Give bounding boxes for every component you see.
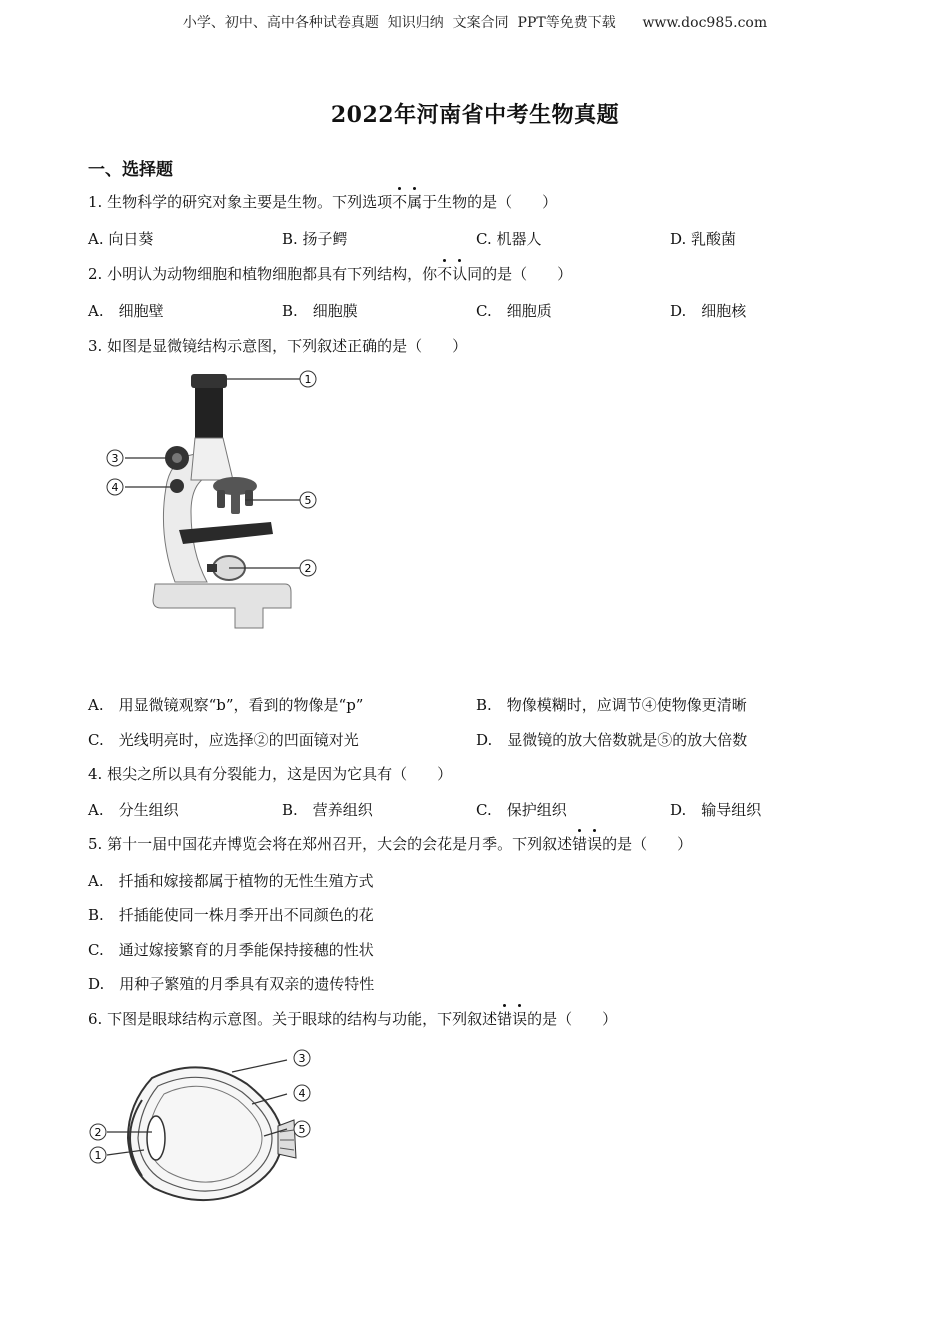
question-1-stem [88, 191, 557, 212]
question-5-option-c: C. 通过嫁接繁育的月季能保持接穗的性状 [88, 941, 374, 959]
question-6-stem [88, 1008, 617, 1029]
emphasis-char: 误 [512, 1010, 528, 1028]
question-1-option-b: B. 扬子鳄 [282, 230, 348, 248]
label-1 [90, 1147, 106, 1163]
emphasis-char: 认 [452, 265, 468, 283]
question-2-text-end: 同的是（ ） [467, 265, 573, 283]
emphasis-char: 不 [392, 193, 408, 211]
label-3 [294, 1050, 310, 1066]
question-5-stem [88, 833, 692, 854]
emphasis-char: 错 [572, 835, 588, 853]
question-2-text: 2. 小明认为动物细胞和植物细胞都具有下列结构，你 [88, 265, 438, 283]
svg-text:5: 5 [304, 494, 312, 507]
question-3-stem: 3. 如图是显微镜结构示意图，下列叙述正确的是（ ） [88, 337, 468, 355]
question-2-option-d: D. 细胞核 [670, 302, 747, 320]
svg-text:1: 1 [304, 373, 312, 386]
eyeball-diagram [82, 1042, 322, 1212]
question-2-option-b: B. 细胞膜 [282, 302, 358, 320]
svg-text:2: 2 [94, 1126, 102, 1139]
question-1-option-c: C. 机器人 [476, 230, 542, 248]
label-2 [90, 1124, 106, 1140]
microscope-diagram [95, 362, 335, 642]
question-4-option-d: D. 输导组织 [670, 801, 762, 819]
emphasis-char: 错 [497, 1010, 513, 1028]
label-3 [107, 450, 123, 466]
label-4 [294, 1085, 310, 1101]
question-2-stem [88, 263, 572, 284]
emphasis-char: 属 [407, 193, 423, 211]
svg-text:2: 2 [304, 562, 312, 575]
question-6-text-end: 的是（ ） [527, 1010, 618, 1028]
question-4-stem: 4. 根尖之所以具有分裂能力，这是因为它具有（ ） [88, 765, 453, 783]
svg-text:4: 4 [111, 481, 119, 494]
question-6-text: 6. 下图是眼球结构示意图。关于眼球的结构与功能，下列叙述 [88, 1010, 498, 1028]
label-1 [300, 371, 316, 387]
section-heading: 一、选择题 [88, 160, 173, 180]
label-5 [294, 1121, 310, 1137]
svg-text:1: 1 [94, 1149, 102, 1162]
question-3-option-b: B. 物像模糊时，应调节④使物像更清晰 [476, 696, 747, 714]
question-4-option-c: C. 保护组织 [476, 801, 567, 819]
label-4 [107, 479, 123, 495]
emphasis-char: 不 [437, 265, 453, 283]
question-3-option-d: D. 显微镜的放大倍数就是⑤的放大倍数 [476, 731, 748, 749]
svg-text:3: 3 [298, 1052, 306, 1065]
question-4-option-a: A. 分生组织 [88, 801, 179, 819]
question-5-option-d: D. 用种子繁殖的月季具有双亲的遗传特性 [88, 975, 375, 993]
page-title: 2022年河南省中考生物真题 [330, 102, 620, 128]
question-5-option-a: A. 扦插和嫁接都属于植物的无性生殖方式 [88, 872, 374, 890]
label-2 [300, 560, 316, 576]
question-2-option-c: C. 细胞质 [476, 302, 552, 320]
svg-text:5: 5 [298, 1123, 306, 1136]
question-1-option-a: A. 向日葵 [88, 230, 154, 248]
question-5-option-b: B. 扦插能使同一株月季开出不同颜色的花 [88, 906, 374, 924]
page-header-banner: 小学、初中、高中各种试卷真题 知识归纳 文案合同 PPT等免费下载 www.doc985.com [182, 15, 768, 31]
label-5 [300, 492, 316, 508]
emphasis-char: 误 [587, 835, 603, 853]
svg-text:4: 4 [298, 1087, 306, 1100]
question-3-option-a: A. 用显微镜观察“b”，看到的物像是“p” [88, 696, 364, 714]
svg-text:3: 3 [111, 452, 119, 465]
question-2-option-a: A. 细胞壁 [88, 302, 164, 320]
question-5-text-end: 的是（ ） [602, 835, 693, 853]
question-4-option-b: B. 营养组织 [282, 801, 373, 819]
question-5-text: 5. 第十一届中国花卉博览会将在郑州召开，大会的会花是月季。下列叙述 [88, 835, 573, 853]
question-1-text-end: 于生物的是（ ） [422, 193, 558, 211]
question-3-option-c: C. 光线明亮时，应选择②的凹面镜对光 [88, 731, 359, 749]
question-1-option-d: D. 乳酸菌 [670, 230, 737, 248]
question-1-text: 1. 生物科学的研究对象主要是生物。下列选项 [88, 193, 393, 211]
